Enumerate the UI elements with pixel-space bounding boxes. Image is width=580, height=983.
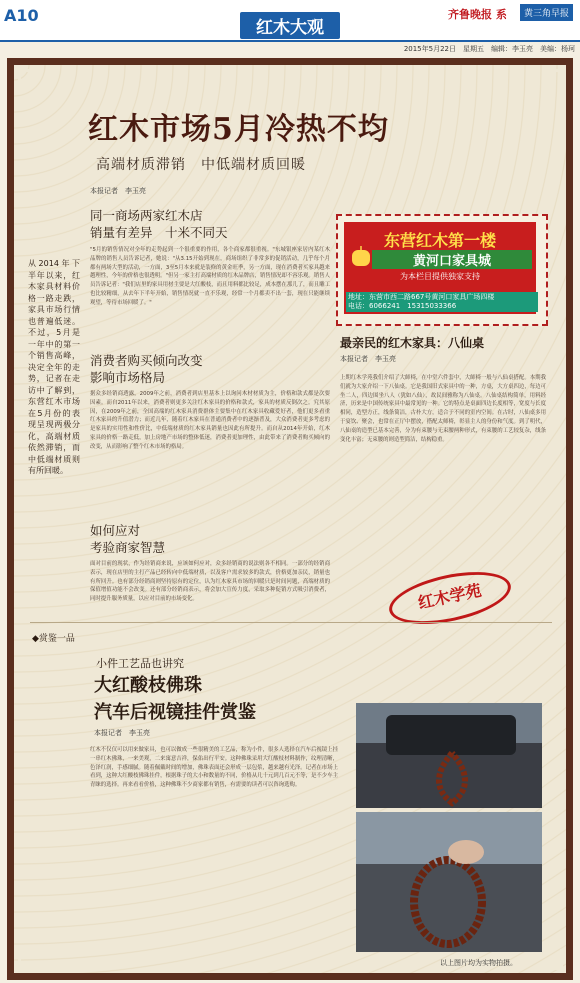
section-divider bbox=[30, 622, 552, 623]
section2-title-line1: 消费者购买倾向改变 bbox=[90, 353, 203, 368]
frame-corner bbox=[18, 949, 39, 970]
photo-beads-hand bbox=[356, 812, 542, 952]
second-story-kicker: 小件工艺品也讲究 bbox=[96, 657, 184, 670]
section1-title bbox=[90, 207, 228, 241]
section2-title-line2: 影响市场格局 bbox=[90, 370, 166, 385]
paper-logo: 齐鲁晚报 系 bbox=[448, 8, 507, 21]
section1-title-line1: 同一商场两家红木店 bbox=[90, 208, 203, 223]
section2-title bbox=[90, 352, 203, 386]
section3-body: 面对目前的现状，作为经销商来说，应该如何应对，众多经销商的说法则各不相同。一部分的经销商表示，现在店里的主打产品已经转向中低端材质，以及客户需求较多的款式，价格更加亲民，销量也有所回升。也有部分经销商则坚持原有的定位，认为红木家具市场的回暖只是时间问题，高端材质的保值增值功能不会改变。还有部分经销商表示，将会加大宣传力度，采取多种促销方式吸引消费者，同时提升服务质量，以应对目前的市场变化。 bbox=[90, 561, 330, 603]
column-seal: 红木学苑 bbox=[385, 563, 516, 634]
dateline: 2015年5月22日 星期五 编辑：李玉亮 美编：杨珂 bbox=[403, 45, 575, 53]
frame-corner bbox=[542, 69, 563, 90]
page-number: A10 bbox=[4, 6, 39, 25]
right-story-byline: 本报记者 李玉亮 bbox=[340, 355, 396, 363]
second-story-headline-2: 汽车后视镜挂件赏鉴 bbox=[94, 702, 256, 723]
gallery-label: ◆赏鉴一品 bbox=[32, 634, 75, 644]
advert-subtitle: 黄河口家具城 bbox=[372, 250, 532, 269]
paper-tag: 黄三角早报 bbox=[520, 4, 573, 21]
section3-title bbox=[90, 522, 165, 556]
lead-byline: 本报记者 李玉亮 bbox=[90, 187, 146, 195]
advert-note: 为本栏目提供独家支持 bbox=[400, 272, 480, 281]
lead-headline: 红木市场5月冷热不均 bbox=[88, 112, 389, 147]
second-story-byline: 本报记者 李玉亮 bbox=[94, 729, 150, 737]
advert-contact bbox=[346, 292, 538, 312]
advert-phone: 电话：6066241 15315033366 bbox=[348, 302, 457, 310]
section1-body: "5月的销售情况对全年的走势起到一个很重要的作用，各个商家都很重视。"东城银座家居内某红木品牌的销售人员告诉记者，她说："从3.15开始到现在，商场组织了非常多的促销活动，几乎每个月都有两场大型的活动，一方面，3至5月本来就是装修的黄金旺季，另一方面，现在消费者买家具越来越理性，今年的价格也很透明。"但另一家主打高端材质的红木品牌店，销售情况却不容乐观。销售人员告诉记者："我们店里的家具用材主要是大红酸枝，而且用料都比较足，成本摆在那儿了，而且雕工也比较精细，从去年下半年开始，销售情况就一直不乐观，经常一个月都卖不出一套，现在只能继续观望，等待市场回暖了。" bbox=[90, 247, 330, 306]
advert-address: 地址：东营市西二路667号黄河口家具广场四楼 bbox=[348, 293, 495, 301]
frame-corner bbox=[18, 69, 39, 90]
lead-subhead: 高端材质滞销 中低端材质回暖 bbox=[96, 157, 306, 173]
right-story-body: 上期红木学苑我们介绍了大師椅，在中堂六件套中，大師椅一般与八仙桌搭配。本期我们就为大家介绍一下八仙桌。它是我国旧式家具中的一种，方桌，大方桌四边，每边可坐二人，四边围坐八人（犹如八仙），故民间雅称为八仙桌。八仙桌结构简单，用料经济，历来是中国传统家具中最常见的一种。它的特点是桌面四边长度相等，宽度与长度相同，造型方正，线条简洁，古朴大方，适合于不同的室内空间。在古时，八仙桌多用于宴饮、聚会，也常在正厅中摆放，搭配太师椅，彰显主人的身份和气度。到了明代，八仙桌的造型已基本完善，分为有束腰与无束腰两种形式，有束腰的工艺较复杂，线条变化丰富；无束腰的则造型简洁，结构稳重。 bbox=[340, 375, 546, 443]
photo-beads-mirror bbox=[356, 703, 542, 808]
right-story-title: 最亲民的红木家具：八仙桌 bbox=[340, 336, 485, 350]
second-story-headline-1: 大红酸枝佛珠 bbox=[94, 675, 202, 696]
lead-summary: 从2014年下半年以来，红木家具材料价格一路走跌，家具市场行情也普遍低迷。不过，5月是一年中的第一个销售高峰，决定全年的走势，记者在走访中了解到，东营红木市场在5月份的表现呈现两极分化，高端材质依然滞销，而中低端材质则有所回暖。 bbox=[28, 259, 80, 475]
section2-body: 据众多经销商透露，2009年之前，消费者到店里基本上以询问木材材质为主，价格和款式都是次要因素。而自2011年以来，消费者则更多关注红木家具的价格和款式，家具的材质反倒次之。究其原因，在2009年之前，全国高端的红木家具消费群体主要集中在红木家具收藏爱好者，他们更多看重红木家具的升值潜力；而近几年，随着红木家具在普通消费者中的逐渐普及，大众消费者更多考虑的是家具的实用性和性价比，中低端材质的红木家具销量也因此有所提升。而自从2014年开始，红木家具的价格一路走低，加上房地产市场的整体低迷，消费者更加理性，由此带来了消费者购买倾向的改变，从而影响了整个红木市场的格局。 bbox=[90, 391, 330, 450]
second-story-body: 红木不仅仅可以用来做家具，也可以做成一些很精美的工艺品，称为小件，很多人选择在汽车后视镜上挂一串红木佛珠，一来美观，二来寓意吉祥，保佑出行平安。这种佛珠采用大红酸枝材料制作，纹理清晰，色泽红润，手感细腻。随着佩戴时间的增加，佛珠表面还会形成一层包浆，越来越有光泽。记者在市场上看到，这种大红酸枝佛珠挂件，根据珠子的大小和数量的不同，价格从几十元到几百元不等，是不少车主青睐的选择。再来看看价格，这种佛珠不少商家都有销售，有需要的读者可以咨询选购。 bbox=[90, 747, 338, 789]
section1-title-line2: 销量有差异 十米不同天 bbox=[90, 225, 228, 240]
advert-title: 东营红木第一楼 bbox=[383, 231, 496, 250]
section3-title-line1: 如何应对 bbox=[90, 523, 141, 538]
frame-corner bbox=[542, 949, 563, 970]
section-title: 红木大观 bbox=[240, 12, 340, 39]
section3-title-line2: 考验商家智慧 bbox=[90, 540, 166, 555]
photo-caption: 以上图片均为实物拍摄。 bbox=[440, 959, 517, 967]
lantern-icon bbox=[350, 246, 372, 270]
